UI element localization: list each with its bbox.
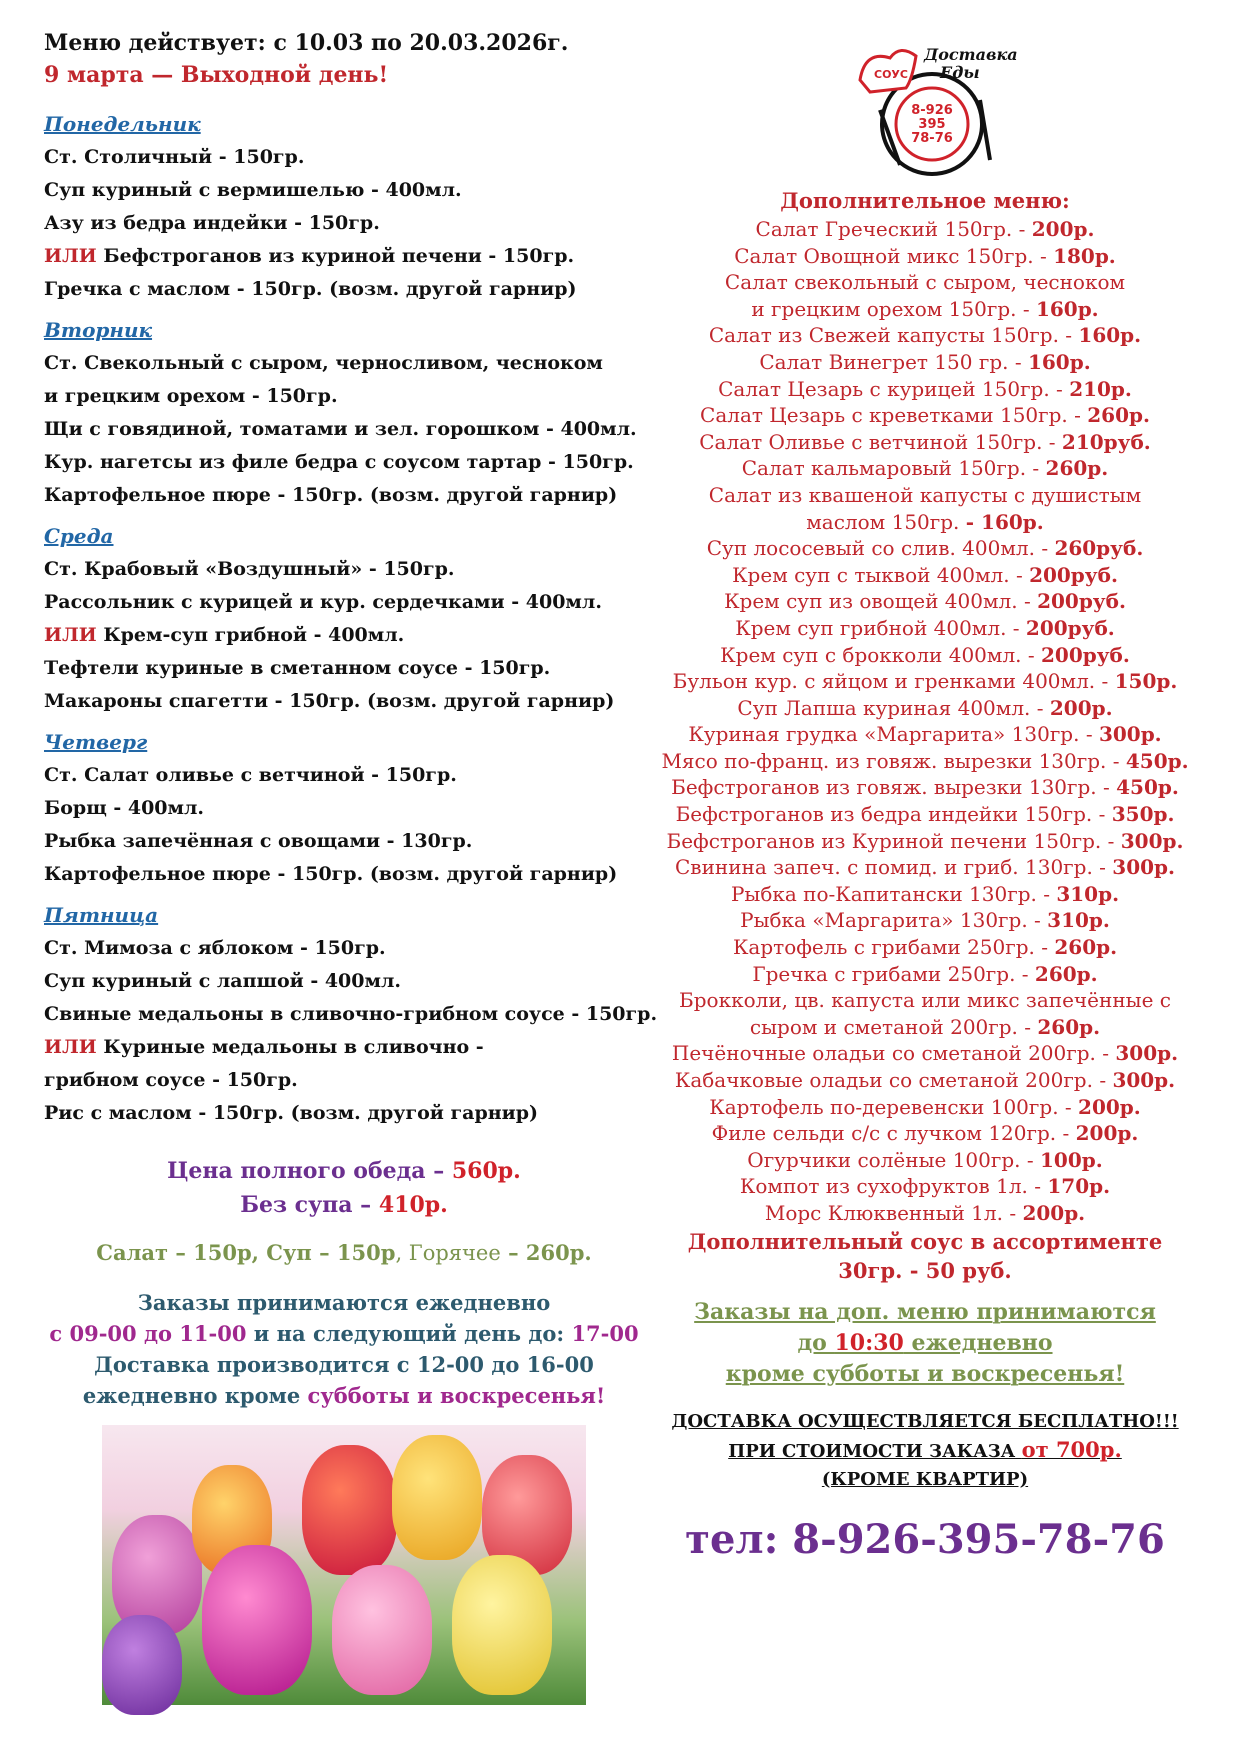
extra-menu-item xyxy=(650,748,1200,775)
extra-item-price: 300р. xyxy=(1112,855,1175,880)
extra-item-price: 450р. xyxy=(1125,748,1189,773)
day-name: Среда xyxy=(44,524,114,548)
extra-item-price: 260р. xyxy=(1087,403,1150,428)
dish-item xyxy=(44,240,664,273)
extra-item-name: Крем суп с брокколи 400мл. - xyxy=(720,642,1041,667)
extra-menu-item xyxy=(650,801,1200,828)
extra-item-price: 150р. xyxy=(1114,669,1178,694)
extra-item-name: Крем суп из овощей 400мл. - xyxy=(724,589,1038,614)
extra-item-name: Салат из Свежей капусты 150гр. - xyxy=(708,323,1079,348)
extra-menu-item xyxy=(650,615,1200,642)
extra-item-name: Салат Греческий 150гр. - xyxy=(755,217,1032,241)
dish-item xyxy=(44,1031,664,1064)
dish-text: Суп куриный с вермишелью - 400мл. xyxy=(44,179,462,201)
day-name: Четверг xyxy=(44,730,148,754)
logo-phone-2: 395 xyxy=(918,117,946,132)
dish-text: Макароны спагетти - 150гр. (возм. другой гарнир) xyxy=(44,690,615,712)
extra-order-hours: Заказы на доп. меню принимаются до 10:30 ежедневно кроме субботы и воскресенья! xyxy=(694,1298,1156,1387)
extra-item-price: 310р. xyxy=(1056,881,1120,906)
extra-menu-item xyxy=(650,854,1200,881)
dish-text: Ст. Свекольный с сыром, черносливом, чесноком xyxy=(44,352,603,374)
extra-menu-item xyxy=(650,1067,1200,1094)
extra-item-price: 200р. xyxy=(1031,217,1095,241)
extra-item-price: 300р. xyxy=(1098,722,1162,747)
extra-menu-item xyxy=(650,1014,1200,1041)
no-soup-price: Без супа – 410р. xyxy=(240,1192,448,1218)
extra-item-price: 260р. xyxy=(1034,961,1098,986)
extra-item-name: Бефстроганов из Куриной печени 150гр. - xyxy=(666,828,1121,853)
extra-menu-column xyxy=(650,40,1200,1563)
dish-item xyxy=(44,380,664,413)
extra-item-name: Гречка с грибами 250гр. - xyxy=(752,961,1035,986)
extra-item-name: Мясо по-франц. из говяж. вырезки 130гр. - xyxy=(661,748,1126,773)
or-label: ИЛИ xyxy=(44,624,97,646)
day-name: Понедельник xyxy=(44,112,201,136)
extra-item-name: Печёночные оладьи со сметаной 200гр. - xyxy=(671,1041,1116,1066)
extra-menu-item xyxy=(650,934,1200,961)
dish-text: Куриные медальоны в сливочно - xyxy=(96,1036,484,1058)
extra-item-name: Картофель по-деревенски 100гр. - xyxy=(709,1094,1079,1119)
dish-text: Тефтели куриные в сметанном соусе - 150гр. xyxy=(44,657,551,679)
dish-text: Гречка с маслом - 150гр. (возм. другой гарнир) xyxy=(44,278,577,300)
extra-item-name: Картофель с грибами 250гр. - xyxy=(732,935,1055,960)
day-block xyxy=(44,899,664,1130)
full-lunch-price: Цена полного обеда – 560р. xyxy=(167,1158,521,1184)
dish-text: Суп куриный с лапшой - 400мл. xyxy=(44,970,402,992)
extra-item-price: 300р. xyxy=(1120,828,1184,853)
dish-text: Ст. Крабовый «Воздушный» - 150гр. xyxy=(44,558,455,580)
dish-text: Крем-суп грибной - 400мл. xyxy=(96,624,405,646)
dish-text: и грецким орехом - 150гр. xyxy=(44,385,338,407)
extra-menu-item xyxy=(650,588,1200,615)
extra-item-price: - 160р. xyxy=(965,509,1044,534)
dish-text: Кур. нагетсы из филе бедра с соусом тартар - 150гр. xyxy=(44,451,634,473)
extra-item-price: 200р. xyxy=(1078,1094,1141,1119)
logo-phone-3: 78-76 xyxy=(911,131,953,146)
extra-item-name: маслом 150гр. xyxy=(806,509,966,534)
extra-item-name: Салат Цезарь с креветками 150гр. - xyxy=(700,403,1088,428)
extra-item-price: 260р. xyxy=(1037,1014,1101,1039)
dish-item xyxy=(44,273,664,306)
extra-menu-item xyxy=(650,1040,1200,1067)
dish-item xyxy=(44,792,664,825)
extra-item-name: Бефстроганов из бедра индейки 150гр. - xyxy=(675,802,1112,827)
extra-item-price: 260р. xyxy=(1054,935,1118,960)
extra-menu-item xyxy=(650,243,1200,270)
extra-menu-item xyxy=(650,1147,1200,1174)
extra-menu-list xyxy=(650,216,1200,1227)
extra-item-price: 350р. xyxy=(1111,802,1175,827)
dish-item xyxy=(44,446,664,479)
dish-item xyxy=(44,413,664,446)
extra-item-price: 300р. xyxy=(1115,1041,1179,1066)
extra-item-price: 200руб. xyxy=(1037,589,1126,614)
extra-item-name: Брокколи, цв. капуста или микс запечённые с xyxy=(679,988,1171,1013)
dish-item xyxy=(44,619,664,652)
extra-item-name: Морс Клюквенный 1л. - xyxy=(764,1200,1023,1225)
dish-item xyxy=(44,479,664,512)
extra-item-price: 200руб. xyxy=(1041,642,1130,667)
extra-item-price: 300р. xyxy=(1112,1068,1176,1092)
extra-menu-item xyxy=(650,509,1200,536)
phone-number[interactable]: тел: 8-926-395-78-76 xyxy=(685,1515,1165,1563)
extra-item-price: 200р. xyxy=(1049,695,1113,720)
single-prices: Салат – 150р, Суп – 150р, Горячее – 260р. xyxy=(96,1240,592,1265)
extra-item-name: Бефстроганов из говяж. вырезки 130гр. - xyxy=(671,775,1117,800)
dish-item xyxy=(44,858,664,891)
dish-item xyxy=(44,347,664,380)
extra-item-name: Суп лососевый со слив. 400мл. - xyxy=(706,536,1055,561)
logo-graphic xyxy=(850,40,1018,180)
extra-item-name: Крем суп грибной 400мл. - xyxy=(735,615,1026,640)
logo-brand: СОУС xyxy=(874,68,908,81)
day-block xyxy=(44,108,664,306)
extra-menu-item xyxy=(650,774,1200,801)
extra-menu-item xyxy=(650,1173,1200,1200)
extra-menu-item xyxy=(650,429,1200,456)
extra-item-price: 200руб. xyxy=(1029,562,1118,587)
extra-item-name: Салат Овощной микс 150гр. - xyxy=(734,243,1054,268)
extra-item-price: 210руб. xyxy=(1061,429,1151,454)
extra-menu-item xyxy=(650,668,1200,695)
extra-sauce: Дополнительный соус в ассортименте 30гр. - 50 руб. xyxy=(687,1228,1163,1283)
dish-text: Борщ - 400мл. xyxy=(44,797,205,819)
dish-text: Картофельное пюре - 150гр. (возм. другой гарнир) xyxy=(44,484,618,506)
extra-item-name: Кабачковые оладьи со сметаной 200гр. - xyxy=(674,1068,1113,1092)
extra-item-name: Крем суп с тыквой 400мл. - xyxy=(732,562,1030,587)
extra-item-price: 260руб. xyxy=(1054,536,1144,561)
price-summary xyxy=(44,1154,644,1705)
extra-item-price: 200руб. xyxy=(1025,615,1115,640)
dish-item xyxy=(44,586,664,619)
dish-item xyxy=(44,998,664,1031)
logo-title-2: Еды xyxy=(940,63,980,82)
extra-menu-item xyxy=(650,721,1200,748)
or-label: ИЛИ xyxy=(44,1036,97,1058)
extra-menu-item xyxy=(650,482,1200,509)
extra-item-price: 200р. xyxy=(1075,1121,1139,1146)
extra-menu-item xyxy=(650,322,1200,349)
dish-item xyxy=(44,685,664,718)
dish-item xyxy=(44,1097,664,1130)
free-delivery-notice: ДОСТАВКА ОСУЩЕСТВЛЯЕТСЯ БЕСПЛАТНО!!! ПРИ СТОИМОСТИ ЗАКАЗА от 700р. (КРОМЕ КВАРТИР) xyxy=(671,1410,1179,1490)
extra-menu-title: Дополнительное меню: xyxy=(780,188,1070,213)
dish-text: Свиные медальоны в сливочно-грибном соусе - 150гр. xyxy=(44,1003,658,1025)
day-block xyxy=(44,520,664,718)
extra-item-name: Компот из сухофруктов 1л. - xyxy=(739,1174,1048,1199)
extra-item-name: Салат кальмаровый 150гр. - xyxy=(741,456,1046,481)
day-block xyxy=(44,726,664,891)
extra-menu-item xyxy=(650,881,1200,908)
extra-item-price: 160р. xyxy=(1035,296,1099,321)
extra-menu-item xyxy=(650,695,1200,722)
or-label: ИЛИ xyxy=(44,245,97,267)
dish-item xyxy=(44,652,664,685)
dish-text: Бефстроганов из куриной печени - 150гр. xyxy=(96,245,575,267)
extra-item-price: 260р. xyxy=(1045,456,1109,481)
extra-item-price: 200р. xyxy=(1022,1200,1086,1225)
dish-text: Ст. Столичный - 150гр. xyxy=(44,146,305,168)
weekly-menu xyxy=(44,30,664,1705)
extra-item-name: Салат Цезарь с курицей 150гр. - xyxy=(718,376,1070,401)
dish-item xyxy=(44,553,664,586)
extra-menu-item xyxy=(650,828,1200,855)
dish-text: Рассольник с курицей и кур. сердечками - 400мл. xyxy=(44,591,602,613)
dish-item xyxy=(44,759,664,792)
extra-menu-item xyxy=(650,1094,1200,1121)
dish-text: Азу из бедра индейки - 150гр. xyxy=(44,212,380,234)
order-hours: Заказы принимаются ежедневно с 09-00 до 11-00 и на следующий день до: 17-00 Доставка производится с 12-00 до 16-00 ежедневно кроме субботы и воскресенья! xyxy=(49,1290,639,1408)
extra-menu-item xyxy=(650,296,1200,323)
dish-text: Ст. Салат оливье с ветчиной - 150гр. xyxy=(44,764,457,786)
extra-menu-item xyxy=(650,535,1200,562)
dish-item xyxy=(44,932,664,965)
extra-menu-item xyxy=(650,1200,1200,1227)
tulips-photo xyxy=(102,1425,586,1705)
day-name: Вторник xyxy=(44,318,153,342)
extra-menu-item xyxy=(650,642,1200,669)
extra-item-name: Огурчики солёные 100гр. - xyxy=(747,1147,1040,1172)
extra-item-name: и грецким орехом 150гр. - xyxy=(751,296,1036,321)
dish-text: Рис с маслом - 150гр. (возм. другой гарнир) xyxy=(44,1102,539,1124)
extra-menu-item xyxy=(650,987,1200,1014)
extra-item-name: Бульон кур. с яйцом и гренками 400мл. - xyxy=(672,669,1115,694)
extra-menu-item xyxy=(650,1120,1200,1147)
extra-item-price: 210р. xyxy=(1069,376,1132,401)
dish-text: грибном соусе - 150гр. xyxy=(44,1069,298,1091)
day-block xyxy=(44,314,664,512)
logo-phone-1: 8-926 xyxy=(911,103,953,118)
extra-menu-item xyxy=(650,562,1200,589)
dish-item xyxy=(44,965,664,998)
extra-item-price: 310р. xyxy=(1047,908,1110,933)
extra-menu-item xyxy=(650,961,1200,988)
extra-menu-item xyxy=(650,269,1200,296)
extra-menu-item xyxy=(650,402,1200,429)
logo-title-1: Доставка xyxy=(924,45,1018,64)
dish-text: Ст. Мимоза с яблоком - 150гр. xyxy=(44,937,386,959)
extra-item-name: Салат из квашеной капусты с душистым xyxy=(708,482,1142,507)
extra-item-price: 180р. xyxy=(1053,243,1116,268)
extra-menu-item xyxy=(650,907,1200,934)
extra-item-name: сыром и сметаной 200гр. - xyxy=(749,1014,1038,1039)
extra-item-name: Рыбка «Маргарита» 130гр. - xyxy=(740,908,1048,933)
holiday-notice: 9 марта — Выходной день! xyxy=(44,62,389,88)
dish-item xyxy=(44,174,664,207)
extra-item-price: 170р. xyxy=(1047,1174,1111,1199)
extra-item-name: Свинина запеч. с помид. и гриб. 130гр. - xyxy=(675,855,1113,880)
extra-item-price: 160р. xyxy=(1027,349,1091,374)
extra-menu-item xyxy=(650,455,1200,482)
extra-item-name: Рыбка по-Капитански 130гр. - xyxy=(730,881,1057,906)
extra-item-name: Салат Винегрет 150 гр. - xyxy=(759,349,1028,374)
extra-item-price: 100р. xyxy=(1040,1147,1103,1172)
dish-text: Рыбка запечённая с овощами - 130гр. xyxy=(44,830,473,852)
days-list xyxy=(44,108,664,1130)
extra-item-price: 450р. xyxy=(1116,775,1179,800)
menu-validity: Меню действует: с 10.03 по 20.03.2026г. xyxy=(44,30,569,56)
dish-item xyxy=(44,207,664,240)
extra-item-name: Салат Оливье с ветчиной 150гр. - xyxy=(699,429,1062,454)
extra-item-name: Куриная грудка «Маргарита» 130гр. - xyxy=(688,722,1099,747)
dish-item xyxy=(44,141,664,174)
extra-menu-item xyxy=(650,376,1200,403)
extra-item-name: Салат свекольный с сыром, чесноком xyxy=(724,270,1126,295)
extra-item-name: Суп Лапша куриная 400мл. - xyxy=(737,695,1050,720)
extra-menu-item xyxy=(650,216,1200,243)
extra-menu-item xyxy=(650,349,1200,376)
dish-item xyxy=(44,1064,664,1097)
logo xyxy=(850,40,1018,180)
dish-text: Картофельное пюре - 150гр. (возм. другой гарнир) xyxy=(44,863,618,885)
extra-item-price: 160р. xyxy=(1078,323,1142,348)
extra-item-name: Филе сельди с/с с лучком 120гр. - xyxy=(711,1121,1076,1146)
dish-item xyxy=(44,825,664,858)
day-name: Пятница xyxy=(44,903,159,927)
dish-text: Щи с говядиной, томатами и зел. горошком - 400мл. xyxy=(44,418,637,440)
